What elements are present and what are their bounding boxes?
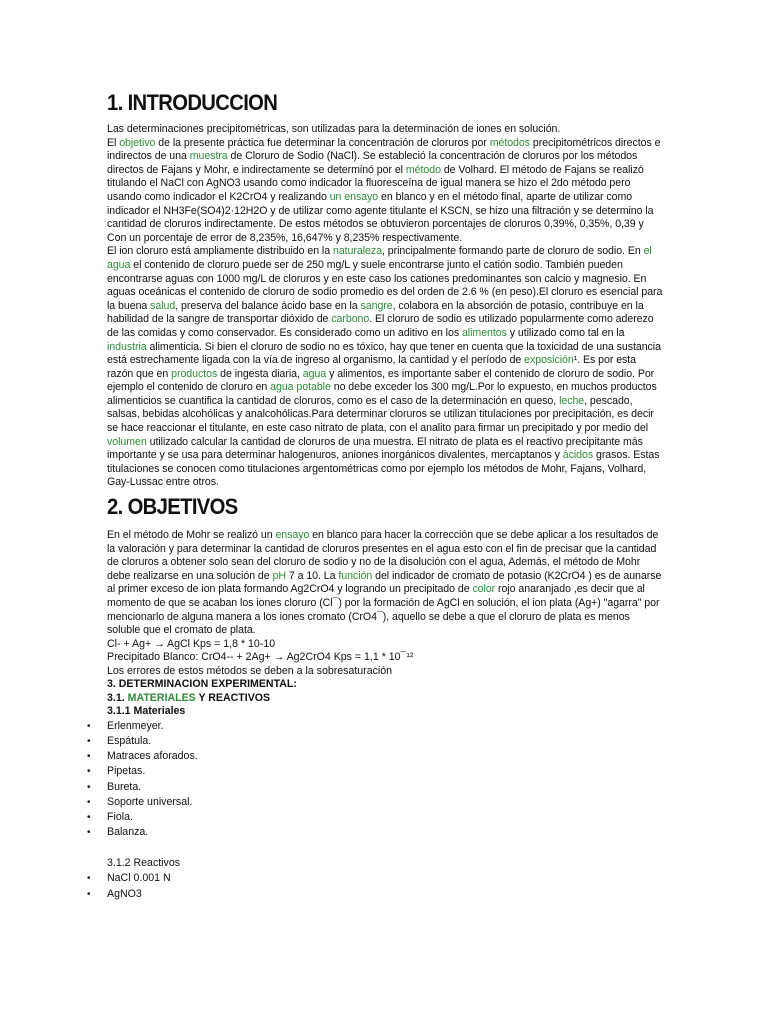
list-item: • Pipetas.: [107, 764, 663, 779]
reactivos-subheading: 3.1.2 Reactivos: [107, 857, 181, 870]
text-run: , preserva del balance ácido base en la: [175, 299, 361, 312]
text-run: , colabora en la absorción de potasio, contribuye en la habilidad de la sangre de transportar dióxido de: [107, 299, 644, 326]
text-run: . El cloruro de sodio es utilizado popularmente como aderezo de las comidas y como conservador. Es considerado como un aditivo en los: [107, 313, 654, 339]
bullet-icon: •: [87, 888, 91, 900]
text-run: grasos. Estas titulaciones se conocen como titulaciones argentométricas como por ejemplo los métodos de Mohr, Fajans, Volhard, Gay-Lussac entre otros.: [107, 449, 660, 489]
inline-link[interactable]: método: [405, 163, 441, 176]
inline-link[interactable]: agua potable: [270, 381, 331, 394]
bullet-icon: •: [87, 766, 91, 778]
reactivos-list: [87, 871, 663, 901]
list-item: • Espátula.: [107, 734, 663, 749]
bullet-icon: •: [87, 735, 91, 747]
inline-link[interactable]: pH: [272, 569, 286, 582]
list-item: • Bureta.: [107, 780, 663, 795]
text-run: El: [107, 136, 120, 149]
sub-suffix: Y REACTIVOS: [195, 691, 271, 704]
inline-link[interactable]: volumen: [107, 435, 147, 448]
sub-prefix: 3.1.: [107, 691, 128, 704]
inline-link[interactable]: ensayo: [275, 529, 310, 542]
text-run: 7 a 10. La: [285, 569, 339, 582]
inline-link[interactable]: leche: [559, 394, 585, 407]
intro-paragraph-3: [107, 245, 663, 490]
text-run: ¹. Es por esta razón que en: [107, 354, 637, 380]
text-run: El ion cloruro está ampliamente distribuido en la: [107, 245, 333, 258]
text-run: En el método de Mohr se realizó un: [107, 529, 276, 542]
experimental-heading: 3. DETERMINACION EXPERIMENTAL:: [107, 678, 297, 691]
document-page: [87, 86, 663, 902]
list-item: • Fiola.: [107, 810, 663, 825]
inline-link[interactable]: sangre: [360, 299, 393, 312]
text-run: precipitométricos directos e indirectos de una: [107, 136, 661, 163]
text-run: no debe exceder los 300 mg/L.Por lo expuesto, en muchos productos alimenticios se cuantifica la cantidad de cloruros, como es el caso de la determinación en queso,: [107, 381, 657, 407]
text-run: utilizado calcular la cantidad de cloruros de una muestra. El nitrato de plata es el reactivo precipitante más importante y se usa para determinar halogenuros, aniones inorgánicos divalentes, mercaptanos y: [107, 435, 643, 462]
list-item: • Soporte universal.: [107, 795, 663, 810]
intro-paragraph-2: [107, 137, 663, 246]
inline-link[interactable]: ácidos: [562, 449, 594, 462]
materiales-list: [87, 719, 663, 841]
errors-note: Los errores de estos métodos se deben a la sobresaturación: [107, 664, 393, 677]
equation-agcl: Cl- + Ag+ → AgCl Kps = 1,8 * 10-10: [107, 637, 276, 650]
inline-link[interactable]: el agua: [107, 245, 652, 271]
equation-ag2cro4: Precipitado Blanco: CrO4-- + 2Ag+ → Ag2CrO4 Kps = 1,1 * 10¯¹²: [107, 651, 414, 664]
list-item: • AgNO3: [107, 887, 663, 902]
intro-heading: 1. INTRODUCCION: [107, 90, 278, 115]
inline-link[interactable]: muestra: [189, 150, 228, 163]
bullet-icon: •: [87, 720, 91, 732]
materiales-subheading: 3.1.1 Materiales: [107, 705, 186, 718]
materiales-reactivos-heading: [107, 692, 663, 706]
materiales-link[interactable]: MATERIALES: [127, 691, 196, 704]
text-run: rojo anaranjado ,es decir que al momento de que se acaban los iones cloruro (Cl¯) por la formación de AgCl en solución, el ion plata (Ag+) "agarra" por mencionarlo de alguna manera a los iones cromato (CrO4¯), aquello se debe a que el cloruro de plata es menos soluble que el cromato de plata.: [107, 583, 660, 637]
bullet-icon: •: [87, 751, 91, 763]
text-run: y alimentos, es importante saber el contenido de cloruro de sodio. Por ejemplo el contenido de cloruro en: [107, 367, 655, 394]
bullet-icon: •: [87, 781, 91, 793]
list-item: • Balanza.: [107, 825, 663, 840]
bullet-icon: •: [87, 796, 91, 808]
text-run: de ingesta diaria,: [217, 367, 303, 380]
text-run: , principalmente formando parte de cloruro de sodio. En: [381, 245, 644, 258]
spacer: [107, 840, 663, 856]
inline-link[interactable]: un ensayo: [329, 190, 379, 203]
intro-paragraph-1: [107, 123, 663, 137]
inline-link[interactable]: alimentos: [461, 326, 507, 339]
bullet-icon: •: [87, 827, 91, 839]
text-run: el contenido de cloruro puede ser de 250 mg/L y suele encontrarse junto el catión sodio. También pueden encontrarse aguas con 1000 mg/L de cloruros y en este caso los cationes predominantes son calcio y magnesio. En aguas oceánicas el contenido de cloruro de sodio promedio es del orden de 2.6 % (en peso).El cloruro es esencial para la buena: [107, 258, 663, 312]
text-run: en blanco para hacer la corrección que se debe aplicar a los resultados de la valoración y para determinar la cantidad de cloruros presentes en el agua esto con el fin de precisar que la cantidad de cloruros a obtener solo sean del cloruro de sodio y no de la disolución con el agua, Además, el método de Mohr debe realizarse en una solución de: [107, 529, 659, 582]
inline-link[interactable]: color: [472, 583, 496, 596]
text-run: Las determinaciones precipitométricas, son utilizadas para la determinación de iones en solución.: [107, 123, 561, 135]
bullet-icon: •: [87, 812, 91, 823]
text-run: de Cloruro de Sodio (NaCl). Se estableció la concentración de cloruros por los métodos directos de Fajans y Mohr, e indirectamente se determinó por el: [107, 150, 638, 176]
inline-link[interactable]: carbono: [331, 313, 370, 326]
text-run: de Volhard. El método de Fajans se realizó titulando el NaCl con AgNO3 usando como indicador la fluoresceína de igual manera se hizo el 2do método pero usando como indicador el K2CrO4 y realizando: [107, 163, 644, 203]
text-run: y utilizado como tal en la: [506, 326, 625, 339]
list-item: • Erlenmeyer.: [107, 719, 663, 734]
list-item: • Matraces aforados.: [107, 749, 663, 764]
list-item: • NaCl 0.001 N: [107, 871, 663, 886]
inline-link[interactable]: métodos: [489, 136, 530, 149]
bullet-icon: •: [87, 873, 91, 885]
text-run: , pescado, salsas, bebidas alcohólicas y analcohólicas.Para determinar cloruros se utilizan titulaciones por precipitación, es decir se hace reaccionar el titulante, en este caso nitrato de plata, con el analito para firmar un precipitado y por medio del: [107, 394, 654, 435]
inline-link[interactable]: agua: [302, 367, 327, 380]
text-run: del indicador de cromato de potasio (K2CrO4 ) es de aunarse al primer exceso de ion plata formando Ag2CrO4 y logrando un precipitado de: [107, 569, 662, 596]
objetivos-paragraph: [107, 529, 663, 638]
inline-link[interactable]: función: [338, 569, 373, 582]
inline-link[interactable]: productos: [171, 367, 218, 380]
objetivos-heading: 2. OBJETIVOS: [107, 494, 238, 520]
text-run: de la presente práctica fue determinar la concentración de cloruros por: [155, 136, 490, 149]
text-run: alimenticia. Si bien el cloruro de sodio no es tóxico, hay que tener en cuenta que la toxicidad de una sustancia está estrechamente ligada con la vía de ingreso al organismo, la cantidad y el período de: [107, 340, 661, 367]
inline-link[interactable]: salud: [150, 299, 176, 312]
inline-link[interactable]: naturaleza: [332, 245, 382, 258]
inline-link[interactable]: objetivo: [119, 136, 156, 149]
inline-link[interactable]: exposición: [524, 354, 574, 367]
inline-link[interactable]: industria: [107, 340, 147, 353]
text-run: en blanco y en el método final, aparte de utilizar como indicador el NH3Fe(SO4)2·12H2O y de utilizar como agente titulante el KSCN, se hizo una filtración y se determino la cantidad de cloruros indirectamente. De estos métodos se obtuvieron porcentajes de cloruros 0,39%, 0,35%, 0,39 y Con un porcentaje de error de 8,235%, 16,647% y 8,235% respectivamente.: [107, 190, 654, 244]
